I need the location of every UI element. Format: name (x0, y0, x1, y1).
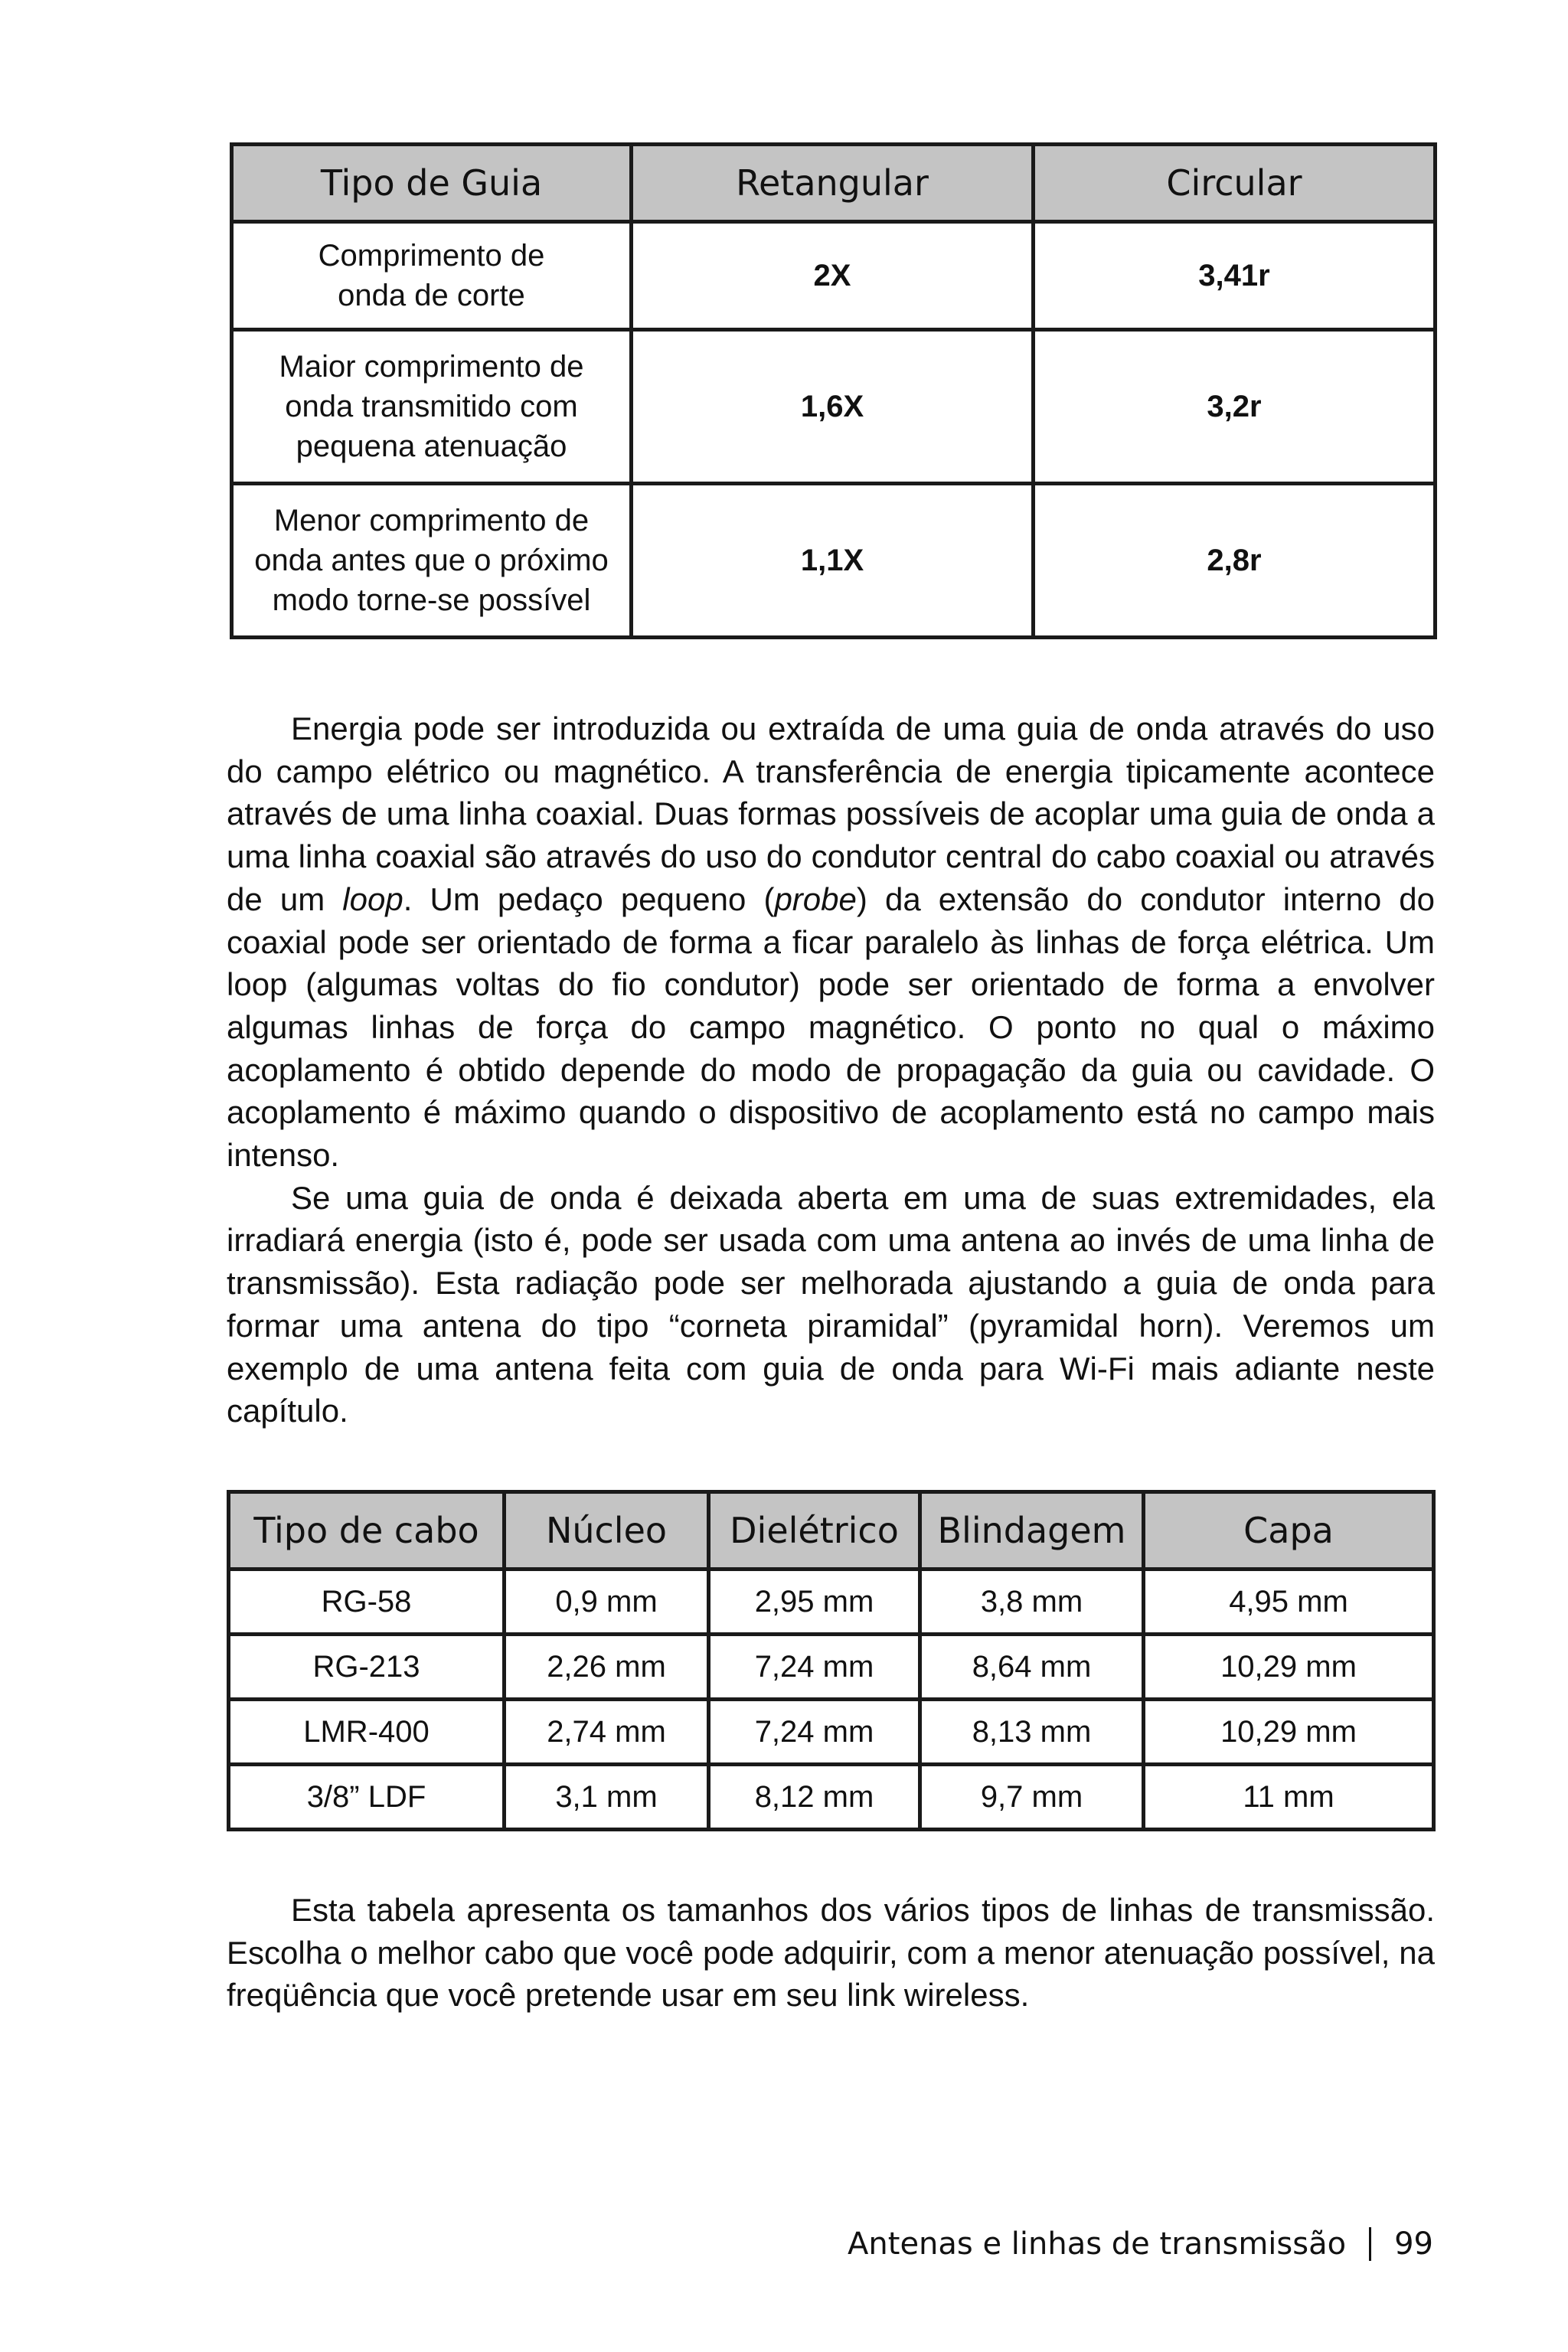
table-cell (232, 330, 632, 484)
header-cell: Circular (1034, 145, 1436, 222)
table-cell: 2,74 mm (505, 1700, 709, 1765)
footer-divider (1369, 2227, 1371, 2261)
paragraph (227, 707, 1435, 1177)
table-row (232, 484, 1436, 638)
table-cell: 7,24 mm (709, 1635, 920, 1700)
table-cell: 10,29 mm (1144, 1700, 1434, 1765)
table-cell: 1,1X (632, 484, 1034, 638)
table-cell: 3,1 mm (505, 1765, 709, 1830)
table-row (232, 222, 1436, 330)
table-cell (232, 222, 632, 330)
row-label: Menor comprimento de onda antes que o próximo modo torne-se possível (254, 504, 609, 617)
text-span: . Um pedaço pequeno ( (403, 880, 775, 917)
table-cell: 2X (632, 222, 1034, 330)
table-cell: 11 mm (1144, 1765, 1434, 1830)
header-cell: Tipo de Guia (232, 145, 632, 222)
table-cell: 1,6X (632, 330, 1034, 484)
row-label: Comprimento de onda de corte (318, 239, 545, 312)
table-header-row (229, 1492, 1434, 1570)
page-number: 99 (1394, 2226, 1433, 2262)
table-cell: 8,64 mm (920, 1635, 1144, 1700)
table-cell: 2,8r (1034, 484, 1436, 638)
table-cell: LMR-400 (229, 1700, 505, 1765)
table-header-row (232, 145, 1436, 222)
table-cell: 8,12 mm (709, 1765, 920, 1830)
table-cell: RG-58 (229, 1570, 505, 1635)
running-chapter-title: Antenas e linhas de transmissão (848, 2226, 1347, 2262)
text-span: ) da extensão do condutor interno do coaxial pode ser orientado de forma a ficar paralelo às linhas de força elétrica. Um loop (algumas voltas do fio condutor) pode ser orientado de forma a envolver algumas linhas de força do campo magnético. O ponto no qual o máximo acoplamento é obtido depende do modo de propagação da guia ou cavidade. O acoplamento é máximo quando o dispositivo de acoplamento está no campo mais intenso. (227, 880, 1436, 1174)
table-cell: 10,29 mm (1144, 1635, 1434, 1700)
table-cell: 3,41r (1034, 222, 1436, 330)
table-row (232, 330, 1436, 484)
header-cell: Capa (1144, 1492, 1434, 1570)
paragraph: Se uma guia de onda é deixada aberta em uma de suas extremidades, ela irradiará energia (isto é, pode ser usada com uma antena ao invés de uma linha de transmissão). Esta radiação pode ser melhorada ajustando a guia de onda para formar uma antena do tipo “corneta piramidal” (pyramidal horn). Veremos um exemplo de uma antena feita com guia de onda para Wi-Fi mais adiante neste capítulo. (227, 1179, 1435, 1429)
table-cell: 3,2r (1034, 330, 1436, 484)
header-cell: Tipo de cabo (229, 1492, 505, 1570)
table-cell: 4,95 mm (1144, 1570, 1434, 1635)
header-cell: Blindagem (920, 1492, 1144, 1570)
header-cell: Núcleo (505, 1492, 709, 1570)
table-cell (232, 484, 632, 638)
cable-sizes-table (227, 1490, 1436, 1831)
table-cell: 7,24 mm (709, 1700, 920, 1765)
body-text (227, 707, 1435, 1432)
table-cell: 2,95 mm (709, 1570, 920, 1635)
page-footer (848, 2226, 1433, 2262)
table-cell: 0,9 mm (505, 1570, 709, 1635)
text-span: Energia pode ser introduzida ou extraída de uma guia de onda através do uso do campo elétrico ou magnético. A transferência de energia tipicamente acontece através de uma linha coaxial. Duas formas possíveis de acoplar uma guia de onda a uma linha coaxial são através do uso do condutor central do cabo coaxial ou através de um (227, 710, 1435, 917)
italic-term: loop (342, 880, 403, 917)
table-row (229, 1570, 1434, 1635)
italic-term: probe (774, 880, 857, 917)
table-row (229, 1700, 1434, 1765)
table-cell: RG-213 (229, 1635, 505, 1700)
header-cell: Dielétrico (709, 1492, 920, 1570)
table-row (229, 1635, 1434, 1700)
table-cell: 8,13 mm (920, 1700, 1144, 1765)
table-cell: 2,26 mm (505, 1635, 709, 1700)
table-cell: 3/8” LDF (229, 1765, 505, 1830)
closing-text (227, 1889, 1435, 2017)
table-cell: 3,8 mm (920, 1570, 1144, 1635)
table-row (229, 1765, 1434, 1830)
header-cell: Retangular (632, 145, 1034, 222)
waveguide-table (230, 142, 1437, 639)
row-label: Maior comprimento de onda transmitido com pequena atenuação (279, 350, 584, 463)
table-cell: 9,7 mm (920, 1765, 1144, 1830)
paragraph: Esta tabela apresenta os tamanhos dos vários tipos de linhas de transmissão. Escolha o melhor cabo que você pode adquirir, com a menor atenuação possível, na freqüência que você pretende usar em seu link wireless. (227, 1892, 1435, 2014)
